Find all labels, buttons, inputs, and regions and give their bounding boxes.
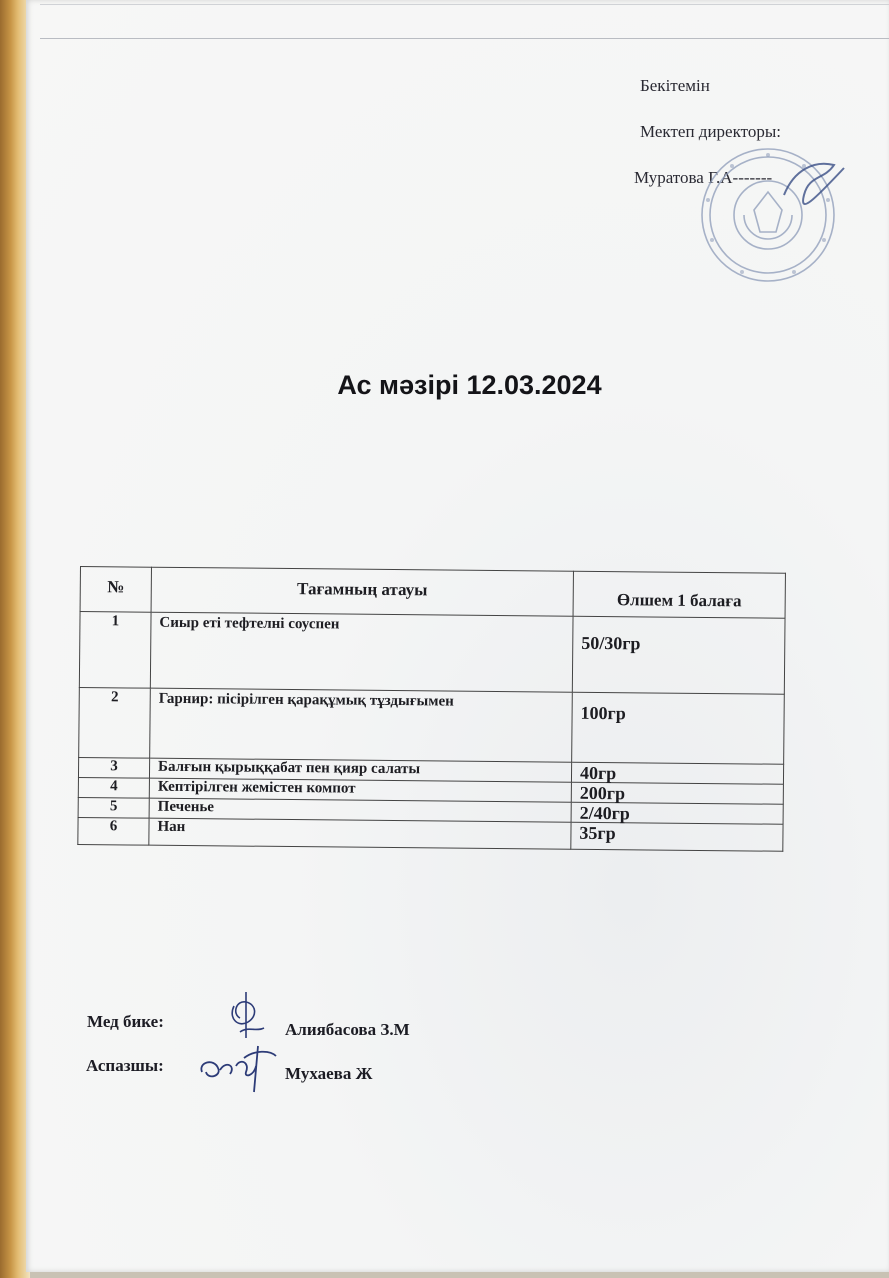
cook-name: Мухаева Ж <box>285 1064 373 1083</box>
approval-position: Мектеп директоры: <box>640 122 781 141</box>
nurse-label: Мед бике: <box>87 1012 164 1031</box>
dish-name: Балғын қырыққабат пен қияр салаты <box>149 758 571 782</box>
row-number: 1 <box>79 612 151 689</box>
approval-director-name: Муратова Г.А------- <box>634 168 773 187</box>
nurse-name: Алиябасова З.М <box>285 1020 410 1039</box>
column-header-dish: Тағамның атауы <box>151 567 573 616</box>
portion-amount: 40гр <box>571 762 783 784</box>
approval-heading: Бекітемін <box>640 76 710 95</box>
cook-label: Аспазшы: <box>86 1056 164 1075</box>
dish-name: Гарнир: пісірілген қарақұмық тұздығымен <box>150 688 573 762</box>
sleeve-edge <box>40 38 889 39</box>
row-number: 2 <box>79 687 151 758</box>
portion-amount: 100гр <box>572 692 785 764</box>
dish-name: Кептірілген жемістен компот <box>149 778 571 802</box>
sleeve-edge <box>40 4 889 5</box>
row-number: 3 <box>78 757 149 778</box>
portion-amount: 50/30гр <box>572 616 785 694</box>
portion-amount: 2/40гр <box>571 802 783 824</box>
row-number: 4 <box>78 777 149 798</box>
column-header-number: № <box>80 567 151 613</box>
table-row <box>79 687 785 764</box>
dish-name: Сиыр еті тефтелні соуспен <box>150 612 573 692</box>
row-number: 5 <box>78 797 149 818</box>
dish-name: Печенье <box>149 798 571 822</box>
signature-icon <box>196 1036 280 1096</box>
dish-name: Нан <box>149 818 571 849</box>
table-row <box>79 612 785 695</box>
portion-amount: 35гр <box>571 822 783 851</box>
page-title: Ас мәзірі 12.03.2024 <box>337 370 602 400</box>
table-header-row <box>80 567 785 619</box>
row-number: 6 <box>78 817 149 845</box>
portion-amount: 200гр <box>571 782 783 804</box>
column-header-portion: Өлшем 1 балаға <box>573 571 785 618</box>
menu-table <box>77 566 786 852</box>
official-seal-icon <box>684 140 852 290</box>
